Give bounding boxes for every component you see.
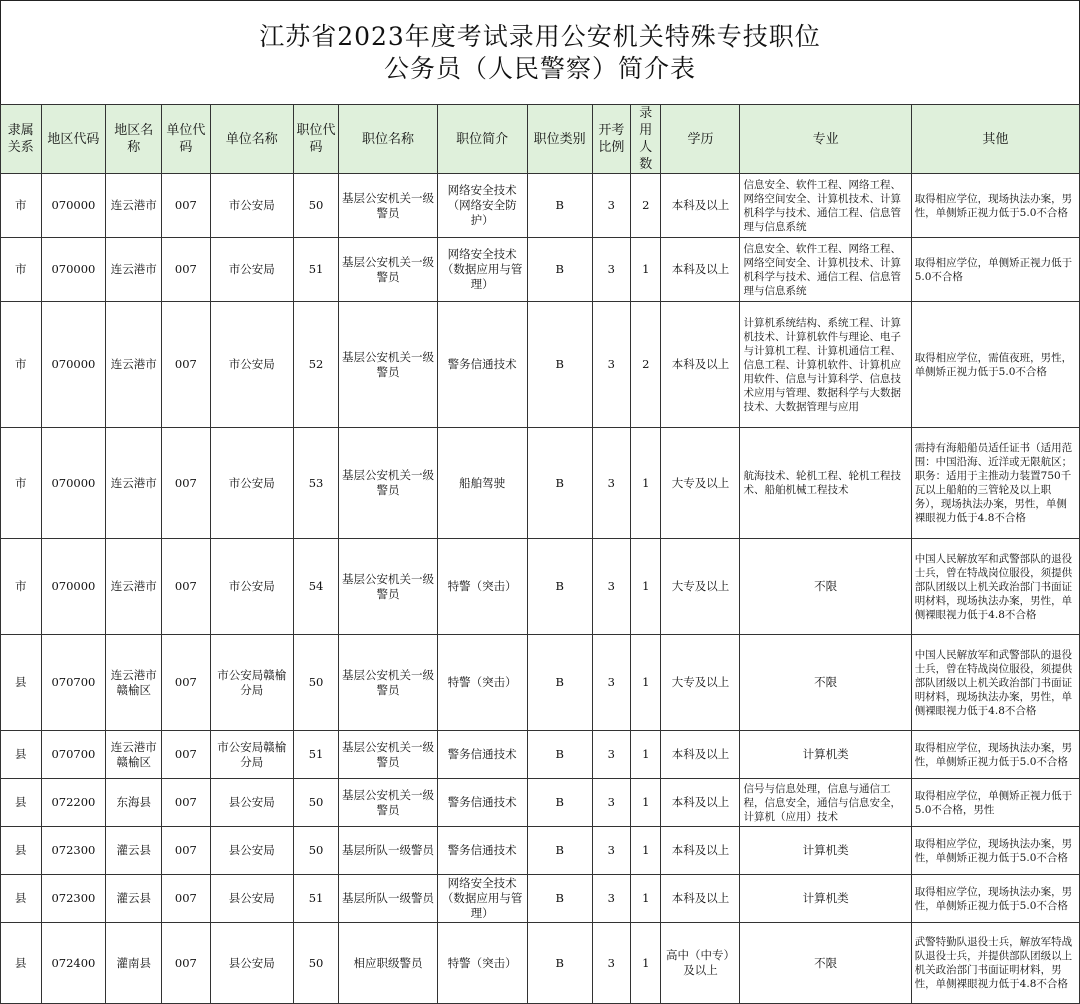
- title-line-1: 江苏省2023年度考试录用公安机关特殊专技职位: [259, 21, 821, 51]
- table-cell: 072300: [41, 875, 106, 923]
- table-cell: 县公安局: [210, 923, 293, 1004]
- table-cell: 本科及以上: [661, 731, 740, 779]
- table-cell: 警务信通技术: [437, 827, 527, 875]
- table-cell: 072300: [41, 827, 106, 875]
- table-cell: 取得相应学位，现场执法办案，男性，单侧矫正视力低于5.0不合格: [911, 875, 1079, 923]
- table-row: [1, 923, 1080, 1004]
- table-cell: 3: [592, 238, 630, 302]
- table-cell: 中国人民解放军和武警部队的退役士兵，曾在特战岗位服役，须提供部队团级以上机关政治部门书面证明材料，现场执法办案，男性，单侧裸眼视力低于4.8不合格: [911, 539, 1079, 635]
- table-cell: 070000: [41, 302, 106, 428]
- table-row: [1, 174, 1080, 238]
- table-cell: 县: [1, 923, 42, 1004]
- table-cell: 信号与信息处理，信息与通信工程，信息安全，通信与信息安全，计算机（应用）技术: [740, 779, 911, 827]
- table-cell: 连云港市: [106, 539, 162, 635]
- header-cell: 职位代码: [293, 105, 339, 174]
- position-table: [0, 104, 1080, 1004]
- table-cell: 不限: [740, 635, 911, 731]
- table-cell: 007: [162, 827, 211, 875]
- title-line-2: 公务员（人民警察）简介表: [383, 53, 696, 83]
- table-cell: 相应职级警员: [339, 923, 437, 1004]
- table-cell: 连云港市: [106, 238, 162, 302]
- table-cell: 高中（中专）及以上: [661, 923, 740, 1004]
- table-cell: 51: [293, 875, 339, 923]
- table-cell: 县公安局: [210, 827, 293, 875]
- table-cell: 本科及以上: [661, 875, 740, 923]
- table-cell: 007: [162, 539, 211, 635]
- table-cell: 007: [162, 238, 211, 302]
- header-row: [1, 105, 1080, 174]
- table-cell: 警务信通技术: [437, 302, 527, 428]
- table-cell: 53: [293, 428, 339, 539]
- table-cell: 072200: [41, 779, 106, 827]
- table-row: [1, 302, 1080, 428]
- table-cell: 船舶驾驶: [437, 428, 527, 539]
- table-cell: 070700: [41, 731, 106, 779]
- table-cell: 50: [293, 635, 339, 731]
- table-cell: 大专及以上: [661, 539, 740, 635]
- header-cell: 单位代码: [162, 105, 211, 174]
- header-cell: 地区名称: [106, 105, 162, 174]
- table-cell: 特警（突击）: [437, 635, 527, 731]
- table-cell: 2: [631, 174, 661, 238]
- header-cell: 其他: [911, 105, 1079, 174]
- table-cell: 1: [631, 428, 661, 539]
- table-cell: 计算机类: [740, 827, 911, 875]
- table-cell: B: [527, 923, 592, 1004]
- table-cell: B: [527, 302, 592, 428]
- table-cell: 本科及以上: [661, 174, 740, 238]
- table-cell: B: [527, 827, 592, 875]
- table-cell: 3: [592, 731, 630, 779]
- table-cell: 1: [631, 779, 661, 827]
- table-cell: 3: [592, 635, 630, 731]
- table-cell: 007: [162, 174, 211, 238]
- table-cell: 取得相应学位，单侧矫正视力低于5.0不合格: [911, 238, 1079, 302]
- table-cell: 070700: [41, 635, 106, 731]
- table-cell: 中国人民解放军和武警部队的退役士兵，曾在特战岗位服役，须提供部队团级以上机关政治部门书面证明材料，现场执法办案，男性，单侧裸眼视力低于4.8不合格: [911, 635, 1079, 731]
- table-cell: 灌云县: [106, 827, 162, 875]
- table-cell: 县: [1, 875, 42, 923]
- table-cell: 51: [293, 238, 339, 302]
- table-cell: 072400: [41, 923, 106, 1004]
- table-cell: B: [527, 731, 592, 779]
- table-cell: B: [527, 174, 592, 238]
- table-cell: 3: [592, 302, 630, 428]
- table-cell: 武警特勤队退役士兵，解放军特战队退役士兵，并提供部队团级以上机关政治部门书面证明材料，男性，单侧裸眼视力低于4.8不合格: [911, 923, 1079, 1004]
- table-cell: 市公安局赣榆分局: [210, 731, 293, 779]
- table-cell: 市公安局: [210, 428, 293, 539]
- header-cell: 隶属关系: [1, 105, 42, 174]
- table-cell: 本科及以上: [661, 827, 740, 875]
- table-cell: 3: [592, 827, 630, 875]
- table-cell: 基层公安机关一级警员: [339, 174, 437, 238]
- table-cell: 50: [293, 827, 339, 875]
- table-cell: 51: [293, 731, 339, 779]
- table-cell: 取得相应学位，单侧矫正视力低于5.0不合格，男性: [911, 779, 1079, 827]
- table-cell: 基层公安机关一级警员: [339, 428, 437, 539]
- table-cell: 007: [162, 731, 211, 779]
- table-cell: 基层公安机关一级警员: [339, 779, 437, 827]
- table-cell: 市: [1, 174, 42, 238]
- table-cell: 007: [162, 923, 211, 1004]
- table-cell: 计算机类: [740, 875, 911, 923]
- table-body: [1, 174, 1080, 1004]
- table-cell: 取得相应学位，需值夜班，男性，单侧矫正视力低于5.0不合格: [911, 302, 1079, 428]
- table-row: [1, 779, 1080, 827]
- table-cell: 网络安全技术（数据应用与管理）: [437, 875, 527, 923]
- table-cell: 市公安局: [210, 539, 293, 635]
- table-cell: 市: [1, 302, 42, 428]
- table-cell: 市公安局: [210, 302, 293, 428]
- table-cell: 市公安局: [210, 174, 293, 238]
- table-cell: 1: [631, 238, 661, 302]
- table-cell: 警务信通技术: [437, 731, 527, 779]
- table-cell: 007: [162, 779, 211, 827]
- table-cell: 3: [592, 539, 630, 635]
- table-cell: 计算机类: [740, 731, 911, 779]
- table-cell: 特警（突击）: [437, 539, 527, 635]
- table-row: [1, 635, 1080, 731]
- header-cell: 开考比例: [592, 105, 630, 174]
- table-cell: 大专及以上: [661, 428, 740, 539]
- header-cell: 专业: [740, 105, 911, 174]
- table-cell: 070000: [41, 539, 106, 635]
- table-cell: 1: [631, 827, 661, 875]
- table-cell: 市公安局: [210, 238, 293, 302]
- table-row: [1, 875, 1080, 923]
- table-cell: 基层公安机关一级警员: [339, 302, 437, 428]
- table-row: [1, 428, 1080, 539]
- table-cell: 连云港市: [106, 174, 162, 238]
- table-cell: 基层公安机关一级警员: [339, 539, 437, 635]
- table-cell: 警务信通技术: [437, 779, 527, 827]
- table-cell: 灌云县: [106, 875, 162, 923]
- table-cell: 取得相应学位，现场执法办案，男性，单侧矫正视力低于5.0不合格: [911, 731, 1079, 779]
- table-cell: 3: [592, 779, 630, 827]
- table-cell: B: [527, 779, 592, 827]
- table-cell: 需持有海船船员适任证书（适用范围：中国沿海、近洋或无限航区；职务：适用于主推动力装置750千瓦以上船舶的三管轮及以上职务），现场执法办案，男性，单侧裸眼视力低于4.8不合格: [911, 428, 1079, 539]
- table-cell: 50: [293, 174, 339, 238]
- table-cell: 市: [1, 539, 42, 635]
- table-cell: 东海县: [106, 779, 162, 827]
- table-cell: 007: [162, 875, 211, 923]
- table-cell: 070000: [41, 174, 106, 238]
- table-cell: 本科及以上: [661, 302, 740, 428]
- table-cell: 1: [631, 635, 661, 731]
- table-cell: 本科及以上: [661, 238, 740, 302]
- table-cell: 1: [631, 875, 661, 923]
- table-cell: 不限: [740, 923, 911, 1004]
- table-cell: 县公安局: [210, 779, 293, 827]
- table-cell: 县: [1, 731, 42, 779]
- table-cell: 基层公安机关一级警员: [339, 238, 437, 302]
- table-cell: 3: [592, 923, 630, 1004]
- table-cell: 取得相应学位，现场执法办案，男性，单侧矫正视力低于5.0不合格: [911, 827, 1079, 875]
- table-cell: 1: [631, 923, 661, 1004]
- table-cell: 信息安全、软件工程、网络工程、网络空间安全、计算机技术、计算机科学与技术、通信工程、信息管理与信息系统: [740, 238, 911, 302]
- table-cell: 取得相应学位，现场执法办案，男性，单侧矫正视力低于5.0不合格: [911, 174, 1079, 238]
- table-cell: 本科及以上: [661, 779, 740, 827]
- table-cell: 基层公安机关一级警员: [339, 635, 437, 731]
- table-cell: B: [527, 539, 592, 635]
- table-cell: 070000: [41, 238, 106, 302]
- table-cell: 1: [631, 539, 661, 635]
- table-row: [1, 238, 1080, 302]
- table-cell: 计算机系统结构、系统工程、计算机技术、计算机软件与理论、电子与计算机工程、计算机通信工程、信息工程、计算机软件、计算机应用软件、信息与计算科学、信息技术应用与管理、数据科学与大数据技术、大数据管理与应用: [740, 302, 911, 428]
- table-cell: 市公安局赣榆分局: [210, 635, 293, 731]
- header-cell: 职位类别: [527, 105, 592, 174]
- table-title: [0, 0, 1080, 104]
- table-cell: 连云港市赣榆区: [106, 731, 162, 779]
- table-cell: 航海技术、轮机工程、轮机工程技术、船舶机械工程技术: [740, 428, 911, 539]
- header-cell: 地区代码: [41, 105, 106, 174]
- table-cell: 县: [1, 635, 42, 731]
- table-cell: 3: [592, 428, 630, 539]
- header-cell: 学历: [661, 105, 740, 174]
- table-cell: 连云港市赣榆区: [106, 635, 162, 731]
- table-cell: 2: [631, 302, 661, 428]
- table-cell: 网络安全技术（网络安全防护）: [437, 174, 527, 238]
- header-cell: 单位名称: [210, 105, 293, 174]
- table-cell: 3: [592, 875, 630, 923]
- table-cell: 50: [293, 779, 339, 827]
- table-cell: 基层所队一级警员: [339, 827, 437, 875]
- table-cell: 县: [1, 779, 42, 827]
- header-cell: 职位名称: [339, 105, 437, 174]
- table-cell: 信息安全、软件工程、网络工程、网络空间安全、计算机技术、计算机科学与技术、通信工程、信息管理与信息系统: [740, 174, 911, 238]
- table-cell: 基层所队一级警员: [339, 875, 437, 923]
- table-cell: 特警（突击）: [437, 923, 527, 1004]
- table-cell: 007: [162, 428, 211, 539]
- table-cell: 007: [162, 635, 211, 731]
- table-cell: 连云港市: [106, 428, 162, 539]
- table-cell: B: [527, 428, 592, 539]
- table-cell: 灌南县: [106, 923, 162, 1004]
- table-cell: 007: [162, 302, 211, 428]
- table-cell: B: [527, 635, 592, 731]
- table-cell: B: [527, 238, 592, 302]
- table-cell: 不限: [740, 539, 911, 635]
- table-row: [1, 827, 1080, 875]
- table-cell: 基层公安机关一级警员: [339, 731, 437, 779]
- table-cell: 52: [293, 302, 339, 428]
- table-cell: B: [527, 875, 592, 923]
- table-cell: 连云港市: [106, 302, 162, 428]
- table-cell: 3: [592, 174, 630, 238]
- table-row: [1, 731, 1080, 779]
- table-cell: 1: [631, 731, 661, 779]
- table-cell: 市: [1, 428, 42, 539]
- header-cell: 职位简介: [437, 105, 527, 174]
- table-cell: 市: [1, 238, 42, 302]
- table-cell: 网络安全技术（数据应用与管理）: [437, 238, 527, 302]
- header-cell: 录用人数: [631, 105, 661, 174]
- table-row: [1, 539, 1080, 635]
- table-cell: 县: [1, 827, 42, 875]
- table-cell: 50: [293, 923, 339, 1004]
- table-cell: 大专及以上: [661, 635, 740, 731]
- table-cell: 县公安局: [210, 875, 293, 923]
- table-cell: 54: [293, 539, 339, 635]
- table-cell: 070000: [41, 428, 106, 539]
